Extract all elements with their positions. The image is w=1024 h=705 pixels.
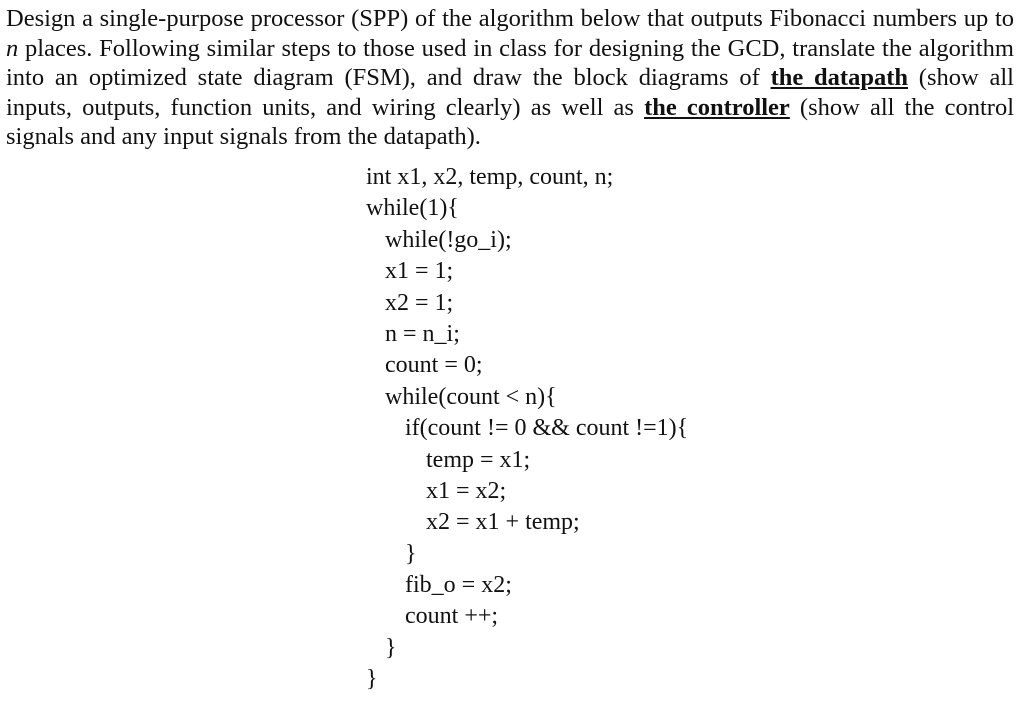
variable-n: n (6, 34, 19, 62)
problem-statement (6, 4, 1014, 152)
code-line: int x1, x2, temp, count, n; (366, 164, 614, 190)
code-line: x2 = x1 + temp; (426, 509, 580, 536)
problem-text-1: Design a single-purpose processor (SPP) of the algorithm below that outputs Fibonacci numbers up to (6, 5, 1014, 32)
code-line: count ++; (405, 603, 499, 630)
problem-text-3: (show all inputs, outputs, function units, and wiring clearly) as well as (6, 64, 1014, 121)
datapath-emphasis: the datapath (770, 64, 908, 92)
code-line: while(1){ (366, 195, 459, 222)
code-line: } (405, 540, 417, 567)
code-line: x2 = 1; (385, 289, 454, 316)
controller-emphasis: the controller (644, 93, 790, 121)
problem-text-4: (show all the control signals and any input signals from the datapath). (6, 93, 1014, 151)
code-line: x1 = x2; (426, 477, 507, 504)
code-line: fib_o = x2; (405, 572, 512, 599)
code-line: n = n_i; (385, 320, 460, 347)
algorithm-code (366, 162, 688, 696)
code-line: x1 = 1; (385, 258, 454, 285)
code-line: } (366, 666, 378, 693)
problem-text-2: places. Following similar steps to those used in class for designing the GCD, translate the algorithm into an optimized state diagram (FSM), and draw the block diagrams of (6, 34, 1014, 92)
code-line: temp = x1; (426, 446, 531, 473)
code-line: while(count < n){ (385, 383, 557, 410)
code-line: if(count != 0 && count !=1){ (405, 415, 689, 442)
code-line: count = 0; (385, 352, 483, 379)
code-line: } (385, 634, 397, 661)
code-line: while(!go_i); (385, 226, 512, 253)
